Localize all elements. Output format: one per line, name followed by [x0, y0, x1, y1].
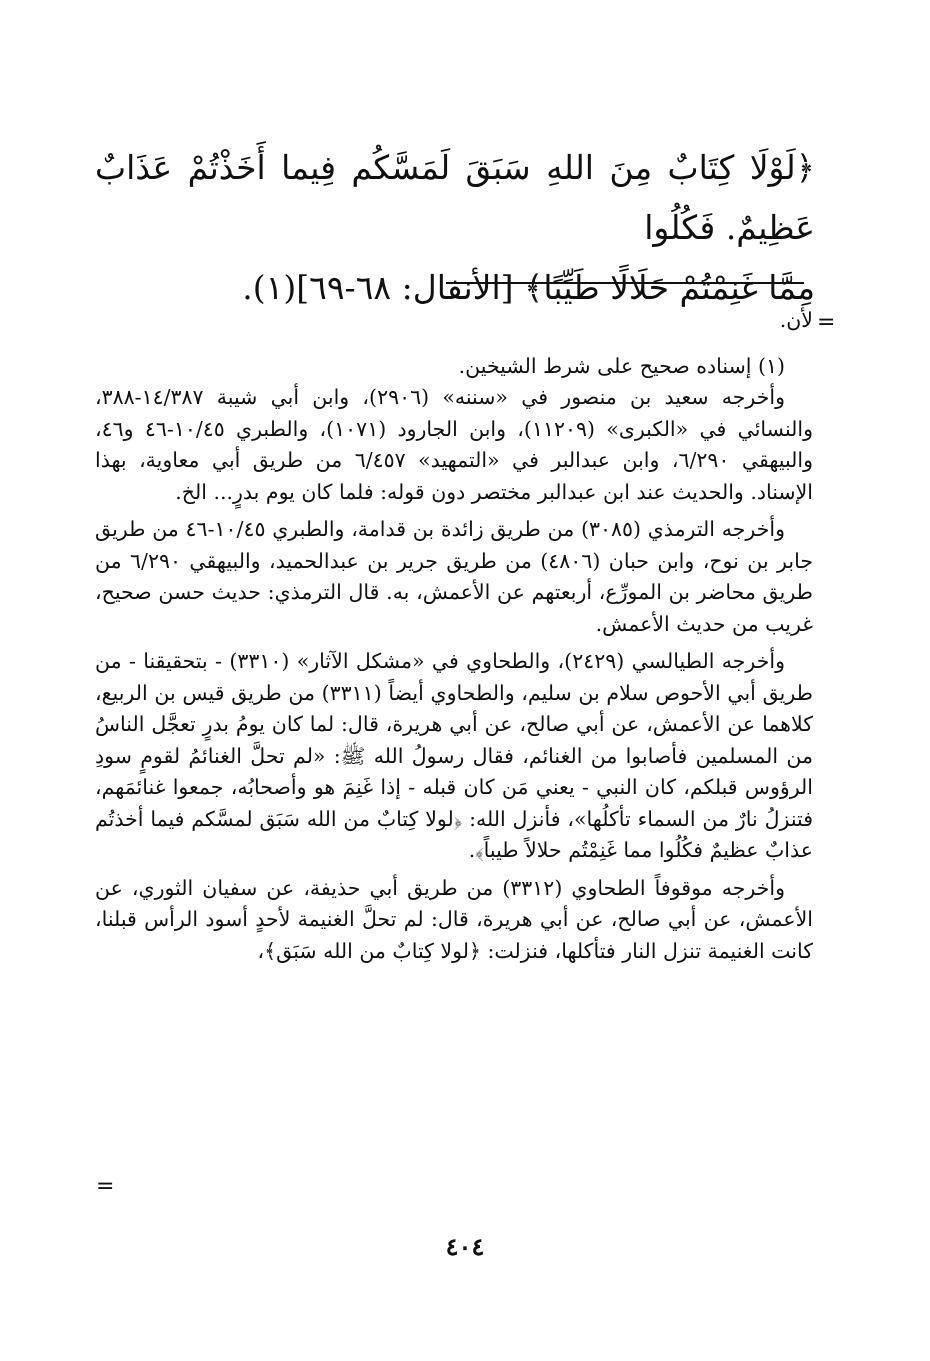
footnote-1	[95, 351, 813, 383]
verse-line-2: مِمَّا غَنِمْتُمْ حَلَالًا طَيِّبًا﴾ [الأنفال: ٦٨-٦٩](١).	[242, 268, 815, 307]
footnotes	[95, 305, 813, 967]
footnote-paragraph: وأخرجه الترمذي (٣٠٨٥) من طريق زائدة بن قدامة، والطبري ١٠/٤٥-٤٦ من طريق جابر بن نوح، وابن حبان (٤٨٠٦) من طريق جرير بن عبدالحميد، والبيهقي ٦/٢٩٠ من طريق محاضر بن المورِّع، أربعتهم عن الأعمش، به. قال الترمذي: حديث حسن صحيح، غريب من حديث الأعمش.	[95, 517, 813, 636]
footnote-paragraph: وأخرجه الطيالسي (٢٤٢٩)، والطحاوي في «مشكل الآثار» (٣٣١٠) - بتحقيقنا - من طريق أبي الأحوص سلام بن سليم، والطحاوي أيضاً (٣٣١١) من طريق قيس بن الربيع، كلاهما عن الأعمش، عن أبي صالح، عن أبي هريرة، قال: لما كان يومُ بدرٍ تعجَّل الناسُ من المسلمين فأصابوا من الغنائم، فقال رسولُ الله ﷺ: «لم تحلَّ الغنائمُ لقومٍ سودِ الرؤوس قبلكم، كان النبي - يعني مَن كان قبله - إذا غَنِمَ هو وأصحابُه، جمعوا غنائمَهم، فتنزلُ نارٌ من السماء تأكلُها»، فأنزل الله: ﴿لولا كِتابٌ من الله سَبَق لمسَّكم فيما أخذتُم عذابٌ عظيمٌ فكُلُوا مما غَنِمْتُم حلالاً طيباً﴾.	[95, 649, 813, 862]
footnote-paragraph: وأخرجه سعيد بن منصور في «سننه» (٢٩٠٦)، وابن أبي شيبة ١٤/٣٨٧-٣٨٨، والنسائي في «الكبرى» (١١٢٠٩)، وابن الجارود (١٠٧١)، والطبري ١٠/٤٥-٤٦ و٤٦، والبيهقي ٦/٢٩٠، وابن عبدالبر في «التمهيد» ٦/٤٥٧ من طريق أبي معاوية، بهذا الإسناد. والحديث عند ابن عبدالبر مختصر دون قوله: فلما كان يوم بدرٍ... الخ.	[95, 385, 813, 504]
page-number: ٤٠٤	[445, 1232, 485, 1261]
footnote-1-text: إسناده صحيح على شرط الشيخين.	[458, 353, 752, 378]
continuation-marker-top: =	[817, 310, 836, 335]
quran-verse	[95, 138, 815, 318]
continuation-marker-bottom: =	[96, 1174, 115, 1199]
footnote-separator	[446, 282, 804, 284]
verse-line-1: ﴿لَوْلَا كِتَابٌ مِنَ اللهِ سَبَقَ لَمَسَّكُم فِيما أَخَذْتُمْ عَذَابٌ عَظِيمٌ. فَكُلُوا	[95, 148, 815, 247]
footnote-paragraph: وأخرجه موقوفاً الطحاوي (٣٣١٢) من طريق أبي حذيفة، عن سفيان الثوري، عن الأعمش، عن أبي صالح، عن أبي هريرة، قال: لم تحلَّ الغنيمة لأحدٍ أسود الرأس قبلنا، كانت الغنيمة تنزل النار فتأكلها، فنزلت: ﴿لولا كِتابٌ من الله سَبَق﴾،	[95, 875, 813, 963]
footnote-1-number: (١)	[757, 353, 785, 378]
footnote-continuation: لأن.	[779, 308, 813, 332]
